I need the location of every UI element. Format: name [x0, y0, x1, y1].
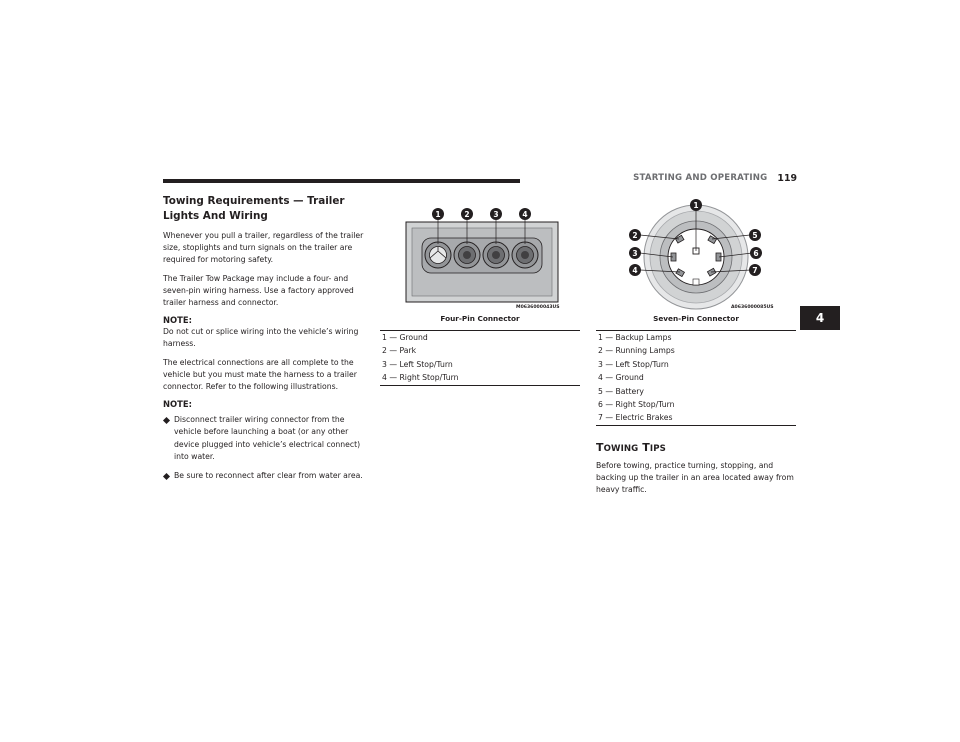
chapter-tab: 4: [800, 306, 840, 330]
callout-3: [629, 247, 641, 259]
section-heading: Towing Requirements — Trailer Lights And Wiring: [163, 195, 345, 222]
header-section-title: STARTING AND OPERATING: [633, 173, 768, 183]
svg-text:1: 1: [693, 200, 699, 210]
four-pin-caption: Four-Pin Connector: [440, 314, 520, 323]
connector-socket: [483, 242, 509, 268]
legend-row: 5 — Battery: [598, 386, 644, 396]
seven-pin-connector-illustration: [595, 197, 797, 312]
legend-bottom-rule: [380, 385, 580, 386]
svg-text:3: 3: [493, 209, 499, 219]
svg-text:4: 4: [632, 265, 638, 275]
legend-row: 3 — Left Stop/Turn: [382, 359, 453, 369]
paragraph-connections: The electrical connections are all complete to the vehicle but you must mate the harness to a trailer connector. Refer to the following illustrations.: [163, 357, 357, 392]
seven-pin-caption: Seven-Pin Connector: [653, 314, 739, 323]
callout-1: [690, 199, 702, 211]
figure-code: A0636000085US: [731, 305, 774, 310]
legend-row: 1 — Backup Lamps: [598, 333, 672, 342]
seven-pin-legend: [596, 330, 796, 426]
callout-5: [749, 229, 761, 241]
note-label-2: NOTE:: [163, 399, 192, 410]
callout-6: [750, 247, 762, 259]
legend-row: 3 — Left Stop/Turn: [598, 359, 669, 369]
note-bullet-list: [163, 414, 367, 482]
svg-text:6: 6: [753, 248, 759, 258]
four-pin-connector-illustration: [380, 200, 580, 312]
note-text: Do not cut or splice wiring into the vehicle’s wiring harness.: [163, 327, 359, 349]
callout-4: [519, 208, 531, 220]
figure-code: M0636000043US: [516, 305, 560, 310]
svg-text:4: 4: [522, 209, 528, 219]
paragraph-trailer-safety: Whenever you pull a trailer, regardless of the trailer size, stoplights and turn signals on the trailer are required for motoring safety.: [163, 231, 364, 265]
svg-text:7: 7: [752, 265, 758, 275]
towing-tips-text: Before towing, practice turning, stopping, and backing up the trailer in an area located away from heavy traffic.: [596, 461, 794, 495]
running-header: [520, 171, 797, 185]
legend-row: 1 — Ground: [382, 333, 428, 342]
connector-socket: [425, 242, 451, 268]
callout-3: [490, 208, 502, 220]
callout-1: [432, 208, 444, 220]
legend-row: 7 — Electric Brakes: [598, 413, 673, 423]
callout-7: [749, 264, 761, 276]
legend-row: 4 — Ground: [598, 373, 644, 383]
towing-tips-heading: TOWING TIPS: [596, 441, 666, 454]
callout-4: [629, 264, 641, 276]
svg-text:2: 2: [464, 209, 470, 219]
legend-bottom-rule: [596, 425, 796, 426]
svg-text:3: 3: [632, 248, 638, 258]
legend-row: 6 — Right Stop/Turn: [598, 399, 675, 409]
note-label: NOTE:: [163, 315, 192, 326]
callout-2: [629, 229, 641, 241]
list-item: Be sure to reconnect after clear from water area.: [163, 470, 367, 482]
legend-row: 2 — Park: [382, 346, 417, 356]
svg-text:2: 2: [632, 230, 638, 240]
svg-text:5: 5: [752, 230, 758, 240]
text-column: [163, 194, 367, 489]
list-item: Disconnect trailer wiring connector from the vehicle before launching a boat (or any other device plugged into vehicle’s electrical connect) into water.: [163, 414, 367, 463]
callout-2: [461, 208, 473, 220]
legend-row: 2 — Running Lamps: [598, 346, 675, 356]
svg-text:1: 1: [435, 209, 441, 219]
connector-socket: [454, 242, 480, 268]
connector-socket: [512, 242, 538, 268]
legend-row: 4 — Right Stop/Turn: [382, 373, 459, 383]
page-number: 119: [777, 172, 797, 184]
paragraph-tow-package: The Trailer Tow Package may include a four- and seven-pin wiring harness. Use a factory approved trailer harness and connector.: [163, 273, 354, 308]
four-pin-legend: [380, 330, 580, 386]
